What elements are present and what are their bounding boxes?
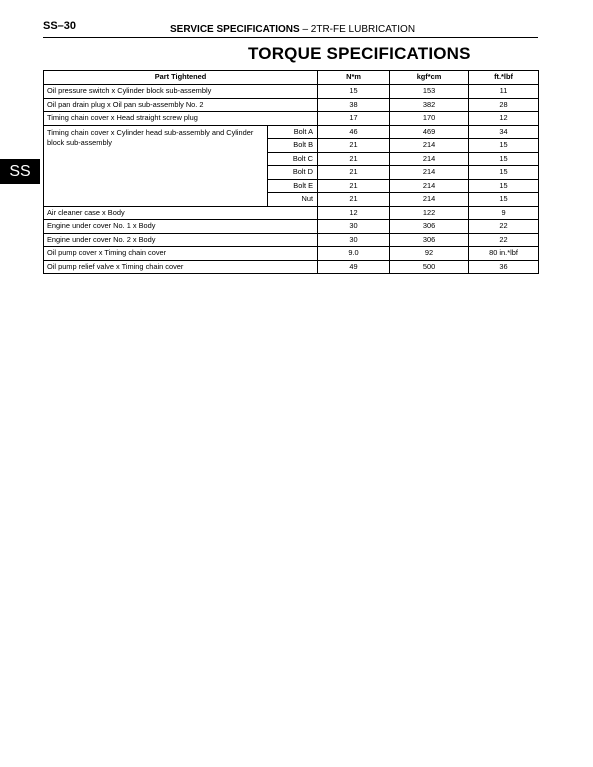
nm-cell: 49 [318,260,390,274]
nm-cell: 12 [318,206,390,220]
ftlbf-cell: 34 [469,125,539,139]
nm-cell: 21 [318,152,390,166]
kgfcm-cell: 153 [390,85,469,99]
ftlbf-cell: 11 [469,85,539,99]
ftlbf-cell: 15 [469,139,539,153]
part-cell: Oil pan drain plug x Oil pan sub-assembly No. 2 [44,98,318,112]
nm-cell: 17 [318,112,390,126]
kgfcm-cell: 306 [390,233,469,247]
part-cell: Oil pump cover x Timing chain cover [44,247,318,261]
table-row [44,260,539,274]
sub-cell: Bolt D [268,166,318,180]
group-part-cell: Timing chain cover x Cylinder head sub-assembly and Cylinder block sub-assembly [44,125,268,206]
header-separator: – [302,24,308,35]
part-cell: Timing chain cover x Head straight screw plug [44,112,318,126]
nm-cell: 21 [318,166,390,180]
table-header-row [44,71,539,85]
ftlbf-cell: 36 [469,260,539,274]
header-kgfcm: kgf*cm [390,71,469,85]
part-cell: Engine under cover No. 1 x Body [44,220,318,234]
header-subsection: 2TR-FE LUBRICATION [310,24,416,35]
side-tab: SS [0,159,40,184]
nm-cell: 21 [318,193,390,207]
nm-cell: 30 [318,220,390,234]
sub-cell: Nut [268,193,318,207]
ftlbf-cell: 15 [469,179,539,193]
sub-cell: Bolt B [268,139,318,153]
ftlbf-cell: 28 [469,98,539,112]
nm-cell: 30 [318,233,390,247]
part-cell: Air cleaner case x Body [44,206,318,220]
section-title: TORQUE SPECIFICATIONS [248,44,471,63]
sub-cell: Bolt E [268,179,318,193]
torque-table [43,70,539,274]
table-row [44,247,539,261]
kgfcm-cell: 214 [390,193,469,207]
kgfcm-cell: 500 [390,260,469,274]
kgfcm-cell: 214 [390,152,469,166]
table-row [44,125,539,139]
header-rule [43,37,538,38]
running-header [170,24,415,35]
ftlbf-cell: 9 [469,206,539,220]
table-row [44,98,539,112]
ftlbf-cell: 22 [469,233,539,247]
nm-cell: 46 [318,125,390,139]
ftlbf-cell: 15 [469,166,539,180]
header-part-tightened: Part Tightened [44,71,318,85]
ftlbf-cell: 15 [469,193,539,207]
part-cell: Engine under cover No. 2 x Body [44,233,318,247]
table-row [44,85,539,99]
kgfcm-cell: 469 [390,125,469,139]
kgfcm-cell: 306 [390,220,469,234]
part-cell: Oil pressure switch x Cylinder block sub-assembly [44,85,318,99]
nm-cell: 21 [318,179,390,193]
kgfcm-cell: 214 [390,179,469,193]
kgfcm-cell: 122 [390,206,469,220]
ftlbf-cell: 12 [469,112,539,126]
table-row [44,112,539,126]
ftlbf-cell: 22 [469,220,539,234]
kgfcm-cell: 170 [390,112,469,126]
table-row [44,220,539,234]
header-nm: N*m [318,71,390,85]
header-ftlbf: ft.*lbf [469,71,539,85]
nm-cell: 15 [318,85,390,99]
kgfcm-cell: 382 [390,98,469,112]
kgfcm-cell: 214 [390,166,469,180]
sub-cell: Bolt C [268,152,318,166]
part-cell: Oil pump relief valve x Timing chain cover [44,260,318,274]
table-row [44,233,539,247]
table-row [44,206,539,220]
header-section: SERVICE SPECIFICATIONS [170,24,300,35]
ftlbf-cell: 80 in.*lbf [469,247,539,261]
kgfcm-cell: 214 [390,139,469,153]
nm-cell: 38 [318,98,390,112]
nm-cell: 9.0 [318,247,390,261]
nm-cell: 21 [318,139,390,153]
sub-cell: Bolt A [268,125,318,139]
page-number: SS–30 [43,20,77,32]
ftlbf-cell: 15 [469,152,539,166]
kgfcm-cell: 92 [390,247,469,261]
